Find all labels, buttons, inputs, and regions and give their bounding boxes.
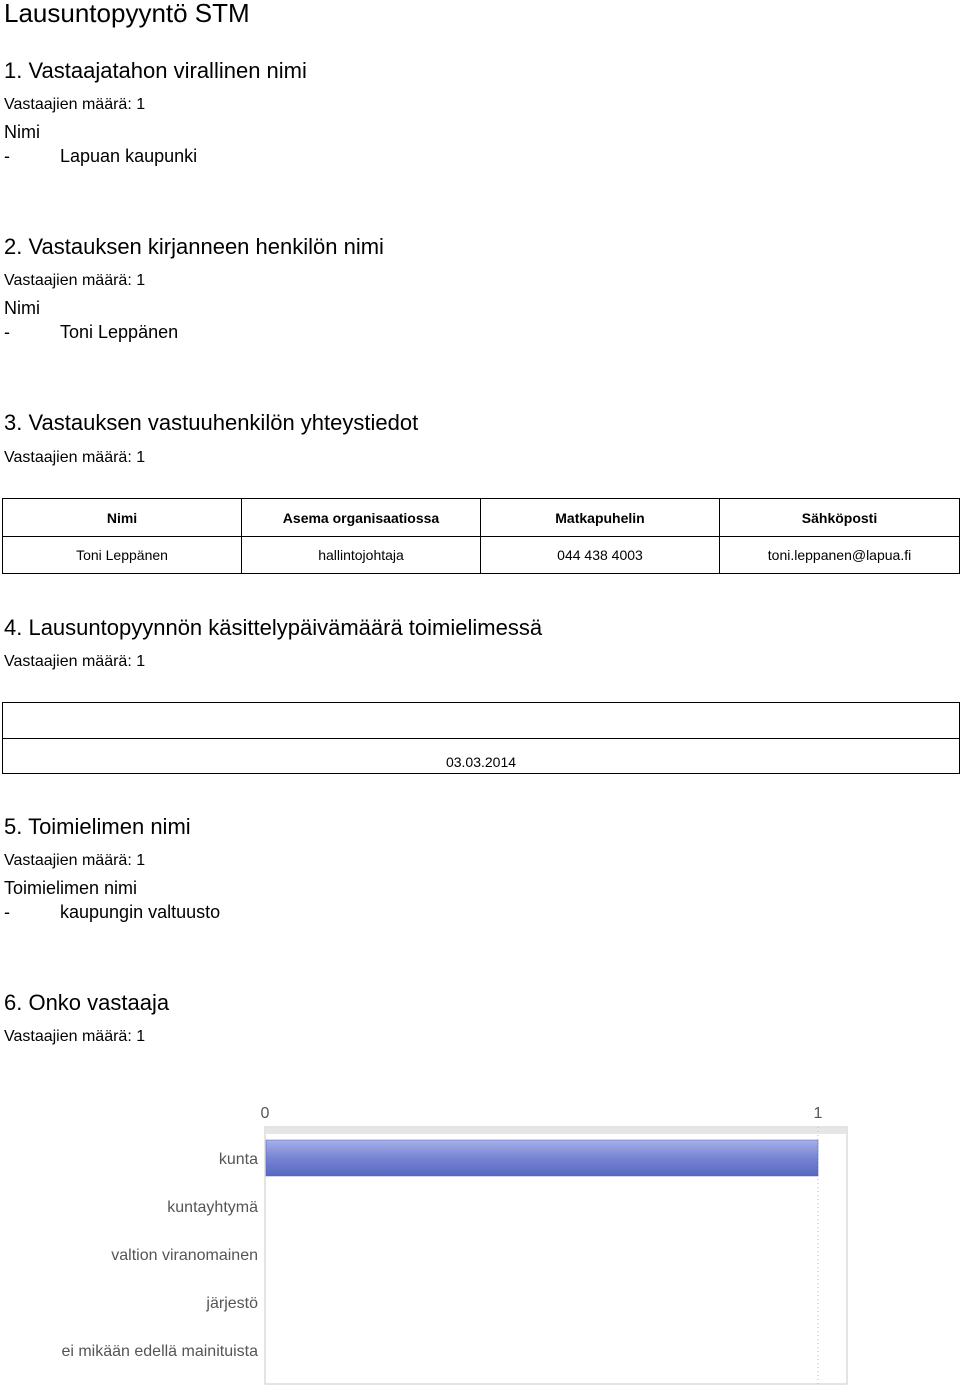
field-label: Nimi [4, 298, 40, 318]
list-bullet: - [4, 322, 10, 342]
x-tick-label: 0 [260, 1105, 270, 1122]
table-header-cell: Nimi [3, 499, 242, 537]
category-label: kuntayhtymä [167, 1199, 258, 1216]
list-bullet: - [4, 902, 10, 922]
table-cell: 03.03.2014 [3, 739, 960, 774]
table-cell: hallintojohtaja [242, 537, 481, 574]
respondent-count: Vastaajien määrä: 1 [4, 96, 146, 113]
respondent-count: Vastaajien määrä: 1 [4, 1028, 146, 1045]
answer-text: Lapuan kaupunki [60, 146, 198, 166]
category-label: valtion viranomainen [111, 1247, 258, 1264]
page-title: Lausuntopyyntö STM [4, 0, 250, 28]
question-title: 1. Vastaajatahon virallinen nimi [4, 58, 307, 83]
respondent-count: Vastaajien määrä: 1 [4, 272, 146, 289]
respondent-count: Vastaajien määrä: 1 [4, 653, 146, 670]
bar-chart [0, 1090, 960, 1385]
x-tick-label: 1 [813, 1105, 823, 1122]
field-label: Nimi [4, 122, 40, 142]
respondent-count: Vastaajien määrä: 1 [4, 852, 146, 869]
list-bullet: - [4, 146, 10, 166]
question-title: 4. Lausuntopyynnön käsittelypäivämäärä toimielimessä [4, 615, 543, 640]
field-label: Toimielimen nimi [4, 878, 138, 898]
category-label: ei mikään edellä mainituista [61, 1343, 258, 1360]
table-header-cell: Sähköposti [720, 499, 960, 537]
question-title: 6. Onko vastaaja [4, 990, 170, 1015]
question-title: 2. Vastauksen kirjanneen henkilön nimi [4, 234, 384, 259]
bar [266, 1140, 818, 1176]
plot-top-strip [266, 1128, 846, 1134]
table-header-cell: Matkapuhelin [481, 499, 720, 537]
answer-text: kaupungin valtuusto [60, 902, 221, 922]
date-table [2, 702, 960, 774]
table-cell: 044 438 4003 [481, 537, 720, 574]
answer-text: Toni Leppänen [60, 322, 179, 342]
question-title: 3. Vastauksen vastuuhenkilön yhteystiedot [4, 410, 419, 435]
category-label: kunta [218, 1151, 258, 1168]
table-cell: Toni Leppänen [3, 537, 242, 574]
table-header-cell: Asema organisaatiossa [242, 499, 481, 537]
table-cell: toni.leppanen@lapua.fi [720, 537, 960, 574]
question-title: 5. Toimielimen nimi [4, 814, 191, 839]
table-header-cell [3, 703, 960, 739]
contact-table [2, 498, 960, 574]
respondent-count: Vastaajien määrä: 1 [4, 449, 146, 466]
category-label: järjestö [206, 1295, 258, 1312]
